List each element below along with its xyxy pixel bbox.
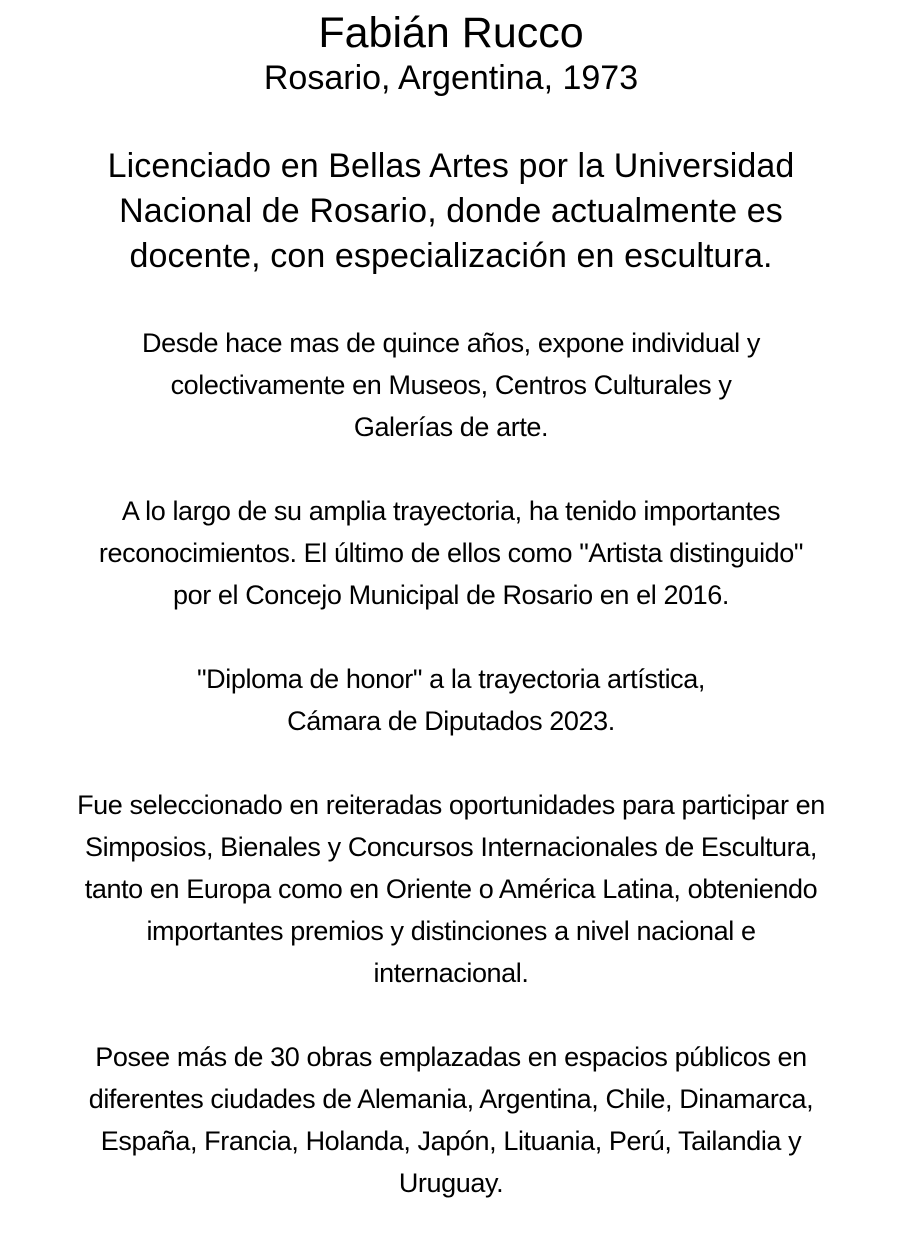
degree-line: docente, con especialización en escultura.: [129, 237, 773, 275]
public-works-line: Posee más de 30 obras emplazadas en espacios públicos en: [95, 1042, 807, 1072]
symposia-line: Simposios, Bienales y Concursos Internacionales de Escultura,: [85, 832, 817, 862]
exhibitions-line: Galerías de arte.: [353, 412, 549, 442]
symposia-line: internacional.: [373, 958, 529, 988]
diploma-line: "Diploma de honor" a la trayectoria artística,: [196, 664, 705, 694]
recognition-text: reconocimientos. El último de ellos como: [98, 538, 580, 568]
recognition-line: [0, 532, 902, 574]
symposia-line: Fue seleccionado en reiteradas oportunidades para participar en: [77, 790, 825, 820]
award-title: "Artista distinguido": [579, 538, 804, 568]
symposia-line: tanto en Europa como en Oriente o América Latina, obteniendo: [84, 874, 818, 904]
public-works-line: diferentes ciudades de Alemania, Argentina, Chile, Dinamarca,: [88, 1084, 814, 1114]
recognition-line: A lo largo de su amplia trayectoria, ha tenido importantes: [121, 496, 781, 526]
exhibitions-paragraph: [0, 322, 902, 448]
symposia-line: importantes premios y distinciones a nivel nacional e: [146, 916, 756, 946]
public-works-line: Uruguay.: [398, 1168, 504, 1198]
public-works-paragraph: [0, 1036, 902, 1204]
public-works-line: España, Francia, Holanda, Japón, Lituania, Perú, Tailandia y: [100, 1126, 802, 1156]
diploma-line: Cámara de Diputados 2023.: [287, 706, 615, 736]
exhibitions-line: colectivamente en Museos, Centros Culturales y: [170, 370, 732, 400]
symposia-paragraph: [0, 784, 902, 994]
degree-line: Licenciado en Bellas Artes por la Universidad: [107, 147, 795, 185]
artist-name: Fabián Rucco: [318, 9, 584, 57]
degree-paragraph: [0, 144, 902, 279]
degree-line: Nacional de Rosario, donde actualmente es: [119, 192, 783, 230]
artist-origin: Rosario, Argentina, 1973: [263, 59, 639, 97]
diploma-paragraph: [0, 658, 902, 742]
recognition-paragraph: [0, 490, 902, 616]
award-issuer: por el Concejo Municipal de Rosario en el 2016.: [172, 580, 730, 610]
exhibitions-line: Desde hace mas de quince años, expone individual y: [142, 328, 760, 358]
